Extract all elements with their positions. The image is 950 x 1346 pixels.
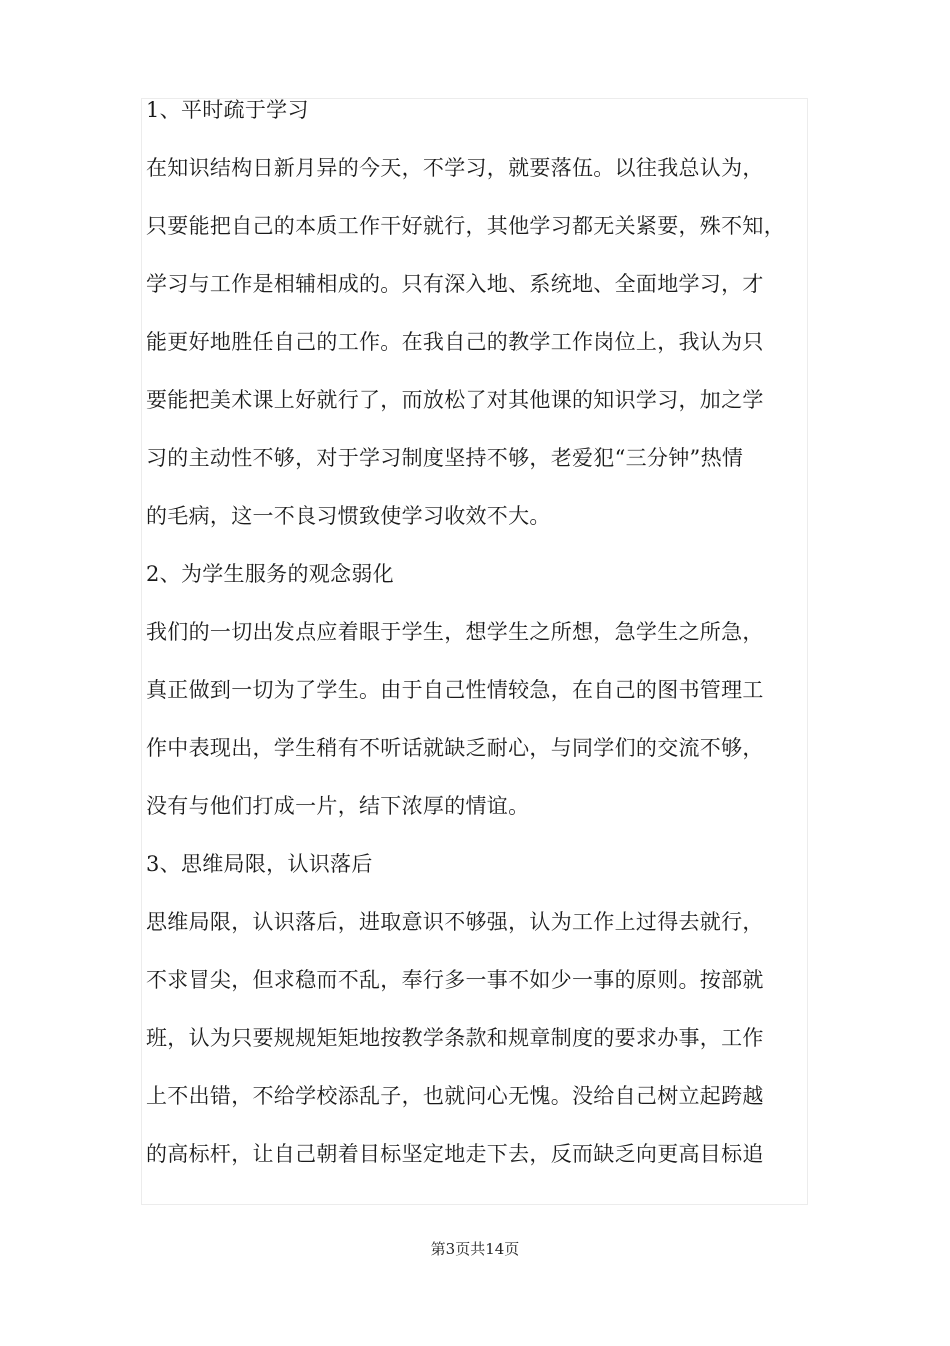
text-line: 习的主动性不够，对于学习制度坚持不够，老爱犯“三分钟”热情: [146, 446, 744, 470]
text-line: 我们的一切出发点应着眼于学生，想学生之所想，急学生之所急，: [146, 620, 764, 644]
text-line: 能更好地胜任自己的工作。在我自己的教学工作岗位上，我认为只: [146, 330, 764, 354]
text-line: 只要能把自己的本质工作干好就行，其他学习都无关紧要，殊不知，: [146, 214, 785, 238]
text-line: 学习与工作是相辅相成的。只有深入地、系统地、全面地学习，才: [146, 272, 764, 296]
text-line: 在知识结构日新月异的今天，不学习，就要落伍。以往我总认为，: [146, 156, 764, 180]
page-number: 第3页共14页: [430, 1240, 520, 1258]
text-line: 要能把美术课上好就行了，而放松了对其他课的知识学习，加之学: [146, 388, 764, 412]
heading-2: 2、为学生服务的观念弱化: [146, 562, 394, 586]
heading-1: 1、平时疏于学习: [146, 98, 309, 122]
document-body: [146, 88, 826, 1190]
text-line: 思维局限，认识落后，进取意识不够强，认为工作上过得去就行，: [146, 910, 764, 934]
text-line: 没有与他们打成一片，结下浓厚的情谊。: [146, 794, 530, 818]
heading-3: 3、思维局限，认识落后: [146, 852, 373, 876]
text-line: 上不出错，不给学校添乱子，也就问心无愧。没给自己树立起跨越: [146, 1084, 764, 1108]
text-line: 的高标杆，让自己朝着目标坚定地走下去，反而缺乏向更高目标追: [146, 1142, 764, 1166]
text-line: 班，认为只要规规矩矩地按教学条款和规章制度的要求办事，工作: [146, 1026, 764, 1050]
text-line: 真正做到一切为了学生。由于自己性情较急，在自己的图书管理工: [146, 678, 764, 702]
text-line: 不求冒尖，但求稳而不乱，奉行多一事不如少一事的原则。按部就: [146, 968, 764, 992]
text-line: 作中表现出，学生稍有不听话就缺乏耐心，与同学们的交流不够，: [146, 736, 764, 760]
text-line: 的毛病，这一不良习惯致使学习收效不大。: [146, 504, 551, 528]
